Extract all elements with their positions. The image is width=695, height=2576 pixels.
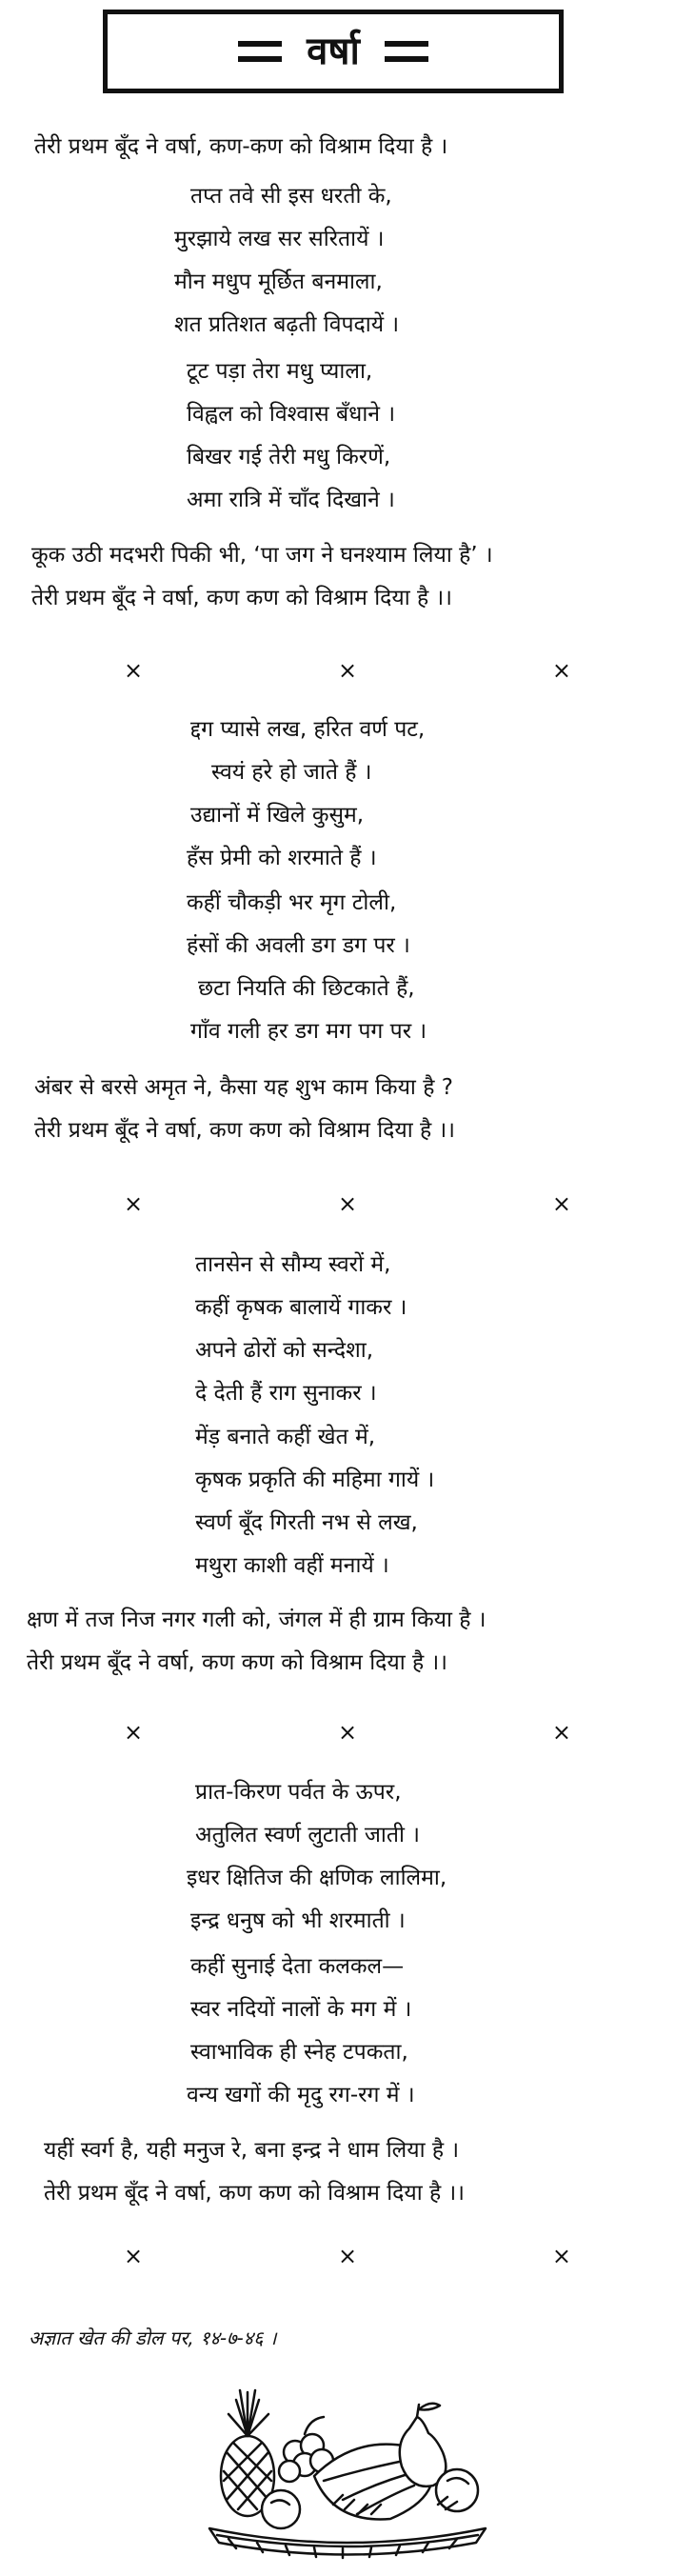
separator-mark: × (337, 1719, 358, 1746)
title-right-dash (385, 41, 428, 62)
separator-mark: × (124, 1719, 144, 1746)
poem-title: वर्षा (307, 30, 360, 73)
closing-line: अंबर से बरसे अमृत ने, कैसा यह शुभ काम किया है ? (34, 1075, 453, 1100)
verse-line: कहीं चौकड़ी भर मृग टोली, (187, 890, 397, 915)
separator-mark: × (337, 657, 358, 684)
separator-mark: × (124, 2243, 144, 2269)
verse-line: स्वर्ण बूँद गिरती नभ से लख, (195, 1510, 418, 1535)
verse-line: मेंड़ बनाते कहीं खेत में, (195, 1425, 376, 1449)
verse-line: हँस प्रेमी को शरमाते हैं । (187, 846, 377, 870)
title-left-dash (238, 41, 282, 62)
verse-line: छटा नियति की छिटकाते हैं, (198, 976, 415, 1001)
separator-mark: × (551, 1719, 571, 1746)
footer-note: अज्ञात खेत की डोल पर, १४-७-४६ । (29, 2326, 277, 2349)
stanza-separator (124, 2243, 571, 2269)
stanza-separator (124, 657, 571, 684)
title-box (103, 10, 564, 93)
verse-line: स्वयं हरे हो जाते हैं । (211, 760, 372, 785)
verse-line: विह्वल को विश्वास बँधाने । (187, 402, 396, 427)
separator-mark: × (551, 2243, 571, 2269)
closing-line: क्षण में तज निज नगर गली को, जंगल में ही ग्राम किया है । (27, 1608, 486, 1632)
refrain-line: तेरी प्रथम बूँद ने वर्षा, कण कण को विश्राम दिया है ।। (44, 2181, 465, 2206)
refrain-line: तेरी प्रथम बूँद ने वर्षा, कण कण को विश्राम दिया है ।। (27, 1650, 447, 1675)
verse-line: मुरझाये लख सर सरितायें । (174, 227, 385, 251)
verse-line: अतुलित स्वर्ण लुटाती जाती । (195, 1823, 420, 1847)
verse-line: कृषक प्रकृति की महिमा गायें । (195, 1468, 435, 1492)
separator-mark: × (551, 1190, 571, 1217)
verse-line: दे देती हैं राग सुनाकर । (195, 1381, 377, 1406)
verse-line: प्रात-किरण पर्वत के ऊपर, (195, 1780, 402, 1805)
verse-line: इधर क्षितिज की क्षणिक लालिमा, (187, 1866, 447, 1890)
opening-refrain: तेरी प्रथम बूँद ने वर्षा, कण-कण को विश्राम दिया है । (34, 134, 448, 159)
stanza-separator (124, 1190, 571, 1217)
verse-line: अमा रात्रि में चाँद दिखाने । (187, 488, 395, 512)
closing-line: यहीं स्वर्ग है, यही मनुज रे, बना इन्द्र ने धाम लिया है । (44, 2138, 460, 2163)
verse-line: अपने ढोरों को सन्देशा, (195, 1338, 374, 1363)
separator-mark: × (124, 657, 144, 684)
verse-line: तप्त तवे सी इस धरती के, (190, 184, 392, 209)
fruit-basket-illustration (190, 2362, 505, 2566)
refrain-line: तेरी प्रथम बूँद ने वर्षा, कण कण को विश्राम दिया है ।। (34, 1118, 455, 1143)
verse-line: इन्द्र धनुष को भी शरमाती । (190, 1908, 406, 1933)
verse-line: स्वाभाविक ही स्नेह टपकता, (190, 2040, 408, 2065)
verse-line: शत प्रतिशत बढ़ती विपदायें । (174, 312, 400, 337)
verse-line: उद्यानों में खिले कुसुम, (190, 803, 365, 828)
verse-line: टूट पड़ा तेरा मधु प्याला, (187, 359, 373, 384)
separator-mark: × (124, 1190, 144, 1217)
refrain-line: तेरी प्रथम बूँद ने वर्षा, कण कण को विश्राम दिया है ।। (31, 586, 452, 610)
verse-line: द्दग प्यासे लख, हरित वर्ण पट, (190, 717, 426, 742)
verse-line: बिखर गई तेरी मधु किरणें, (187, 445, 391, 469)
stanza-separator (124, 1719, 571, 1746)
verse-line: मथुरा काशी वहीं मनायें । (195, 1553, 389, 1578)
verse-line: तानसेन से सौम्य स्वरों में, (195, 1252, 391, 1277)
verse-line: कहीं सुनाई देता कलकल— (190, 1954, 405, 1979)
verse-line: मौन मधुप मूर्छित बनमाला, (174, 270, 383, 294)
separator-mark: × (551, 657, 571, 684)
verse-line: वन्य खगों की मृदु रग-रग में । (187, 2083, 415, 2107)
closing-line: कूक उठी मदभरी पिकी भी, ‘पा जग ने घनश्याम लिया है’ । (31, 543, 493, 568)
verse-line: हंसों की अवली डग डग पर । (187, 933, 410, 958)
separator-mark: × (337, 1190, 358, 1217)
verse-line: स्वर नदियों नालों के मग में । (190, 1997, 412, 2022)
separator-mark: × (337, 2243, 358, 2269)
verse-line: गाँव गली हर डग मग पग पर । (190, 1019, 427, 1044)
verse-line: कहीं कृषक बालायें गाकर । (195, 1295, 407, 1320)
